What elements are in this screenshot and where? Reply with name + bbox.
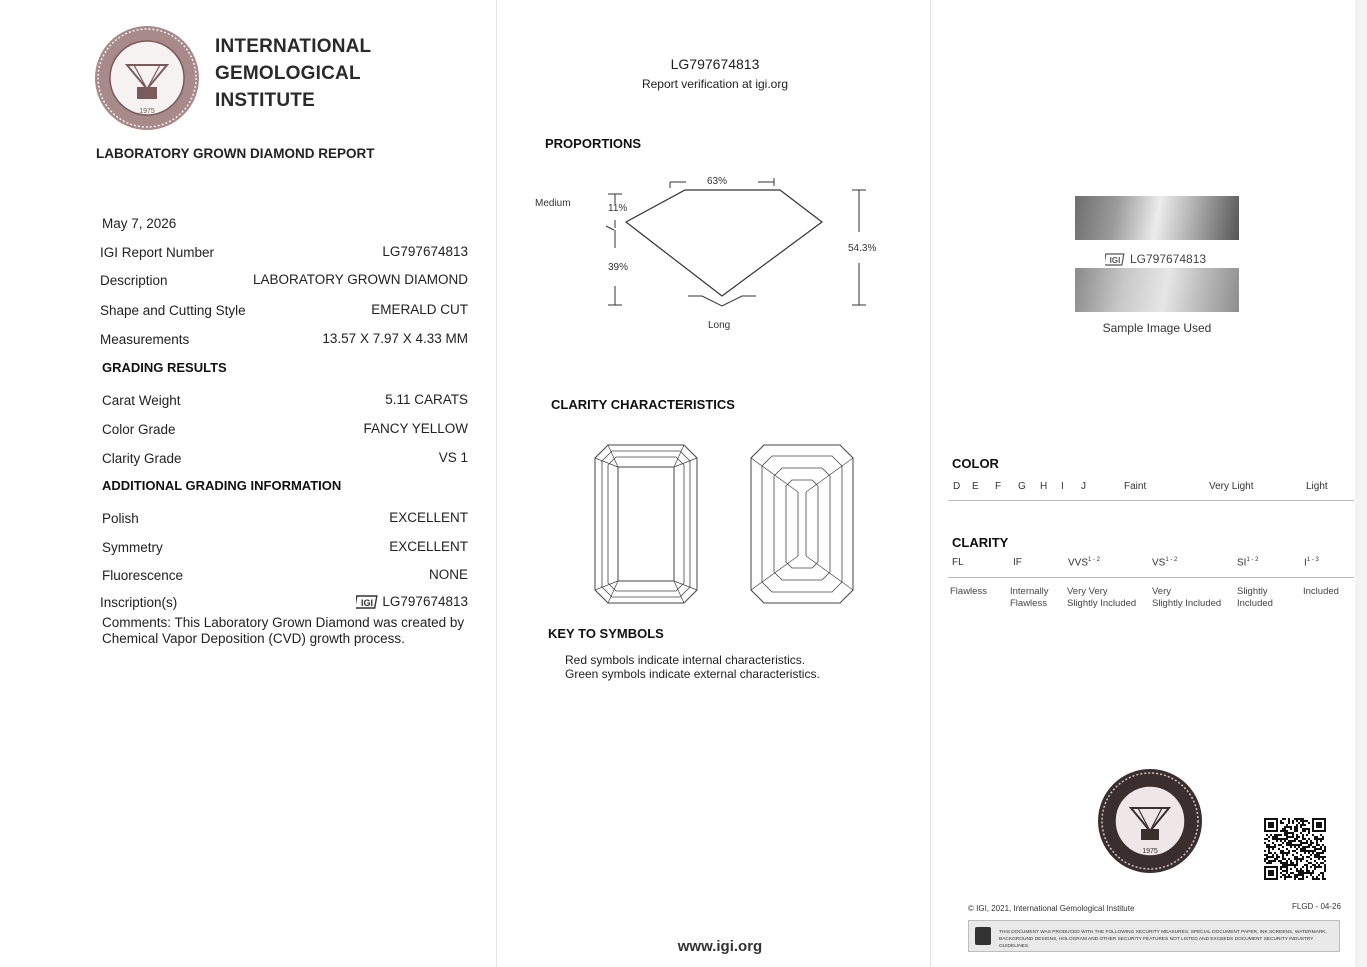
color-grade-j: J xyxy=(1081,481,1086,492)
middle-report-number: LG797674813 xyxy=(670,56,760,72)
proportions-diagram xyxy=(530,168,890,338)
sample-inscription-text: LG797674813 xyxy=(1130,252,1207,266)
pavilion-view-plot xyxy=(750,444,854,604)
fold-line-left xyxy=(496,0,497,967)
report-title: LABORATORY GROWN DIAMOND REPORT xyxy=(96,146,375,161)
security-notice-text: THIS DOCUMENT WAS PRODUCED WITH THE FOLLOWING SECURITY MEASURES: SPECIAL DOCUMENT PAPER, INK SCREENS, WATERMARK, BACKGROUND DESIGNS, HOLOGRAM AND OTHER SECURITY FEATURES NOT LISTED AND EXCEEDS DOCUMENT SECURITY INDUSTRY GUIDELINES. xyxy=(999,930,1327,949)
row-label-description: Description xyxy=(100,273,168,288)
clarity-code-vs: VS$^{1 - 2}$ xyxy=(1152,557,1178,569)
row-value-carat: 5.11 CARATS xyxy=(385,392,468,407)
row-label-shape: Shape and Cutting Style xyxy=(100,303,246,318)
svg-text:IGI: IGI xyxy=(361,597,374,608)
row-label-carat: Carat Weight xyxy=(102,393,181,408)
color-grade-i: I xyxy=(1061,481,1064,492)
form-code: FLGD - 04-26 xyxy=(1292,902,1341,911)
color-range-light: Light xyxy=(1306,481,1328,492)
clarity-scale-rule xyxy=(948,577,1354,578)
row-value-polish: EXCELLENT xyxy=(389,510,468,525)
igi-seal-logo xyxy=(94,25,200,131)
row-label-clarity: Clarity Grade xyxy=(102,451,182,466)
pavilion-percent: 39% xyxy=(608,262,629,273)
additional-grading-title: ADDITIONAL GRADING INFORMATION xyxy=(102,478,342,493)
color-range-faint: Faint xyxy=(1124,481,1147,492)
clarity-code-vvs: VVS$^{1 - 2}$ xyxy=(1068,557,1101,569)
color-grade-g: G xyxy=(1018,481,1026,492)
key-line-red: Red symbols indicate internal characteristics. xyxy=(565,653,806,667)
proportions-title: PROPORTIONS xyxy=(545,136,642,151)
clarity-desc-vvs: Very Very Slightly Included xyxy=(1067,586,1137,609)
color-grade-h: H xyxy=(1040,481,1048,492)
row-label-polish: Polish xyxy=(102,511,139,526)
row-value-color: FANCY YELLOW xyxy=(363,421,468,436)
color-grade-f: F xyxy=(995,481,1002,492)
row-label-measurements: Measurements xyxy=(100,332,190,347)
igi-mini-logo-icon xyxy=(356,595,378,609)
crown-percent: 11% xyxy=(608,203,628,214)
key-line-green: Green symbols indicate external characteristics. xyxy=(565,667,820,681)
svg-text:1975: 1975 xyxy=(139,108,155,115)
copyright-text: © IGI, 2021, International Gemological Institute xyxy=(968,904,1135,913)
sample-image-top xyxy=(1075,196,1239,240)
clarity-characteristics-title: CLARITY CHARACTERISTICS xyxy=(551,397,735,412)
row-value-shape: EMERALD CUT xyxy=(371,302,468,317)
table-percent: 63% xyxy=(707,176,728,187)
clarity-desc-vs: Very Slightly Included xyxy=(1152,586,1222,609)
logo-line-gemological: GEMOLOGICAL xyxy=(215,63,361,84)
color-range-very-light: Very Light xyxy=(1209,481,1254,492)
clarity-scale-codes xyxy=(952,557,1352,573)
girdle-label: Medium xyxy=(535,198,571,209)
row-label-symmetry: Symmetry xyxy=(102,540,163,555)
clarity-code-fl: FL xyxy=(952,557,964,568)
clarity-desc-flawless: Flawless xyxy=(950,586,987,597)
clarity-code-si: SI$^{1 - 2}$ xyxy=(1237,557,1259,569)
row-label-inscription: Inscription(s) xyxy=(100,595,178,610)
clarity-desc-internally-flawless: Internally Flawless xyxy=(1010,586,1049,609)
row-value-measurements: 13.57 X 7.97 X 4.33 MM xyxy=(322,331,468,346)
grading-results-title: GRADING RESULTS xyxy=(102,360,227,375)
row-label-fluorescence: Fluorescence xyxy=(102,568,184,583)
row-value-fluorescence: NONE xyxy=(428,567,468,582)
igi-seal-stamp xyxy=(1097,768,1203,874)
crown-view-plot xyxy=(594,444,698,604)
svg-text:1975: 1975 xyxy=(1142,848,1158,855)
row-value-description: LABORATORY GROWN DIAMOND xyxy=(252,272,468,287)
igi-mini-logo-icon xyxy=(1105,253,1125,266)
report-date: May 7, 2026 xyxy=(102,216,177,231)
key-to-symbols-title: KEY TO SYMBOLS xyxy=(548,626,664,641)
verification-qr-code[interactable] xyxy=(1264,818,1326,880)
row-value-symmetry: EXCELLENT xyxy=(389,539,468,554)
security-notice-box xyxy=(968,920,1340,952)
logo-line-international: INTERNATIONAL xyxy=(215,36,372,57)
color-grade-d: D xyxy=(953,481,961,492)
color-scale-rule xyxy=(948,500,1354,501)
page-edge-shadow xyxy=(1355,0,1367,967)
lock-icon xyxy=(975,927,991,945)
svg-text:IGI: IGI xyxy=(1109,255,1121,265)
clarity-code-if: IF xyxy=(1013,557,1022,568)
fold-line-right xyxy=(930,0,931,967)
clarity-desc-si: Slightly Included xyxy=(1237,586,1273,609)
row-value-report-number: LG797674813 xyxy=(382,244,468,259)
clarity-scale-descriptions xyxy=(950,586,1354,614)
row-label-color: Color Grade xyxy=(102,422,176,437)
sample-image-caption: Sample Image Used xyxy=(1102,321,1212,335)
color-grade-e: E xyxy=(972,481,979,492)
row-value-inscription: LG797674813 xyxy=(382,594,468,609)
logo-line-institute: INSTITUTE xyxy=(215,90,315,111)
culet-label: Long xyxy=(708,320,731,331)
clarity-desc-included: Included xyxy=(1303,586,1339,597)
comments-text: Comments: This Laboratory Grown Diamond was created by Chemical Vapor Deposition (CVD) growth process. xyxy=(102,615,465,646)
website-link[interactable]: www.igi.org xyxy=(677,938,763,955)
color-scale-title: COLOR xyxy=(952,456,999,471)
row-value-inscription-wrap xyxy=(356,594,468,609)
clarity-scale-title: CLARITY xyxy=(952,535,1009,550)
color-scale-grades xyxy=(953,481,1353,497)
row-label-report-number: IGI Report Number xyxy=(100,245,215,260)
sample-image-bottom xyxy=(1075,268,1239,312)
sample-inscription xyxy=(1105,252,1206,266)
depth-percent: 54.3% xyxy=(848,243,877,254)
clarity-code-i: $I^{1 - 3}$ xyxy=(1304,557,1319,569)
verification-text: Report verification at igi.org xyxy=(641,77,789,91)
row-value-clarity: VS 1 xyxy=(438,450,468,465)
